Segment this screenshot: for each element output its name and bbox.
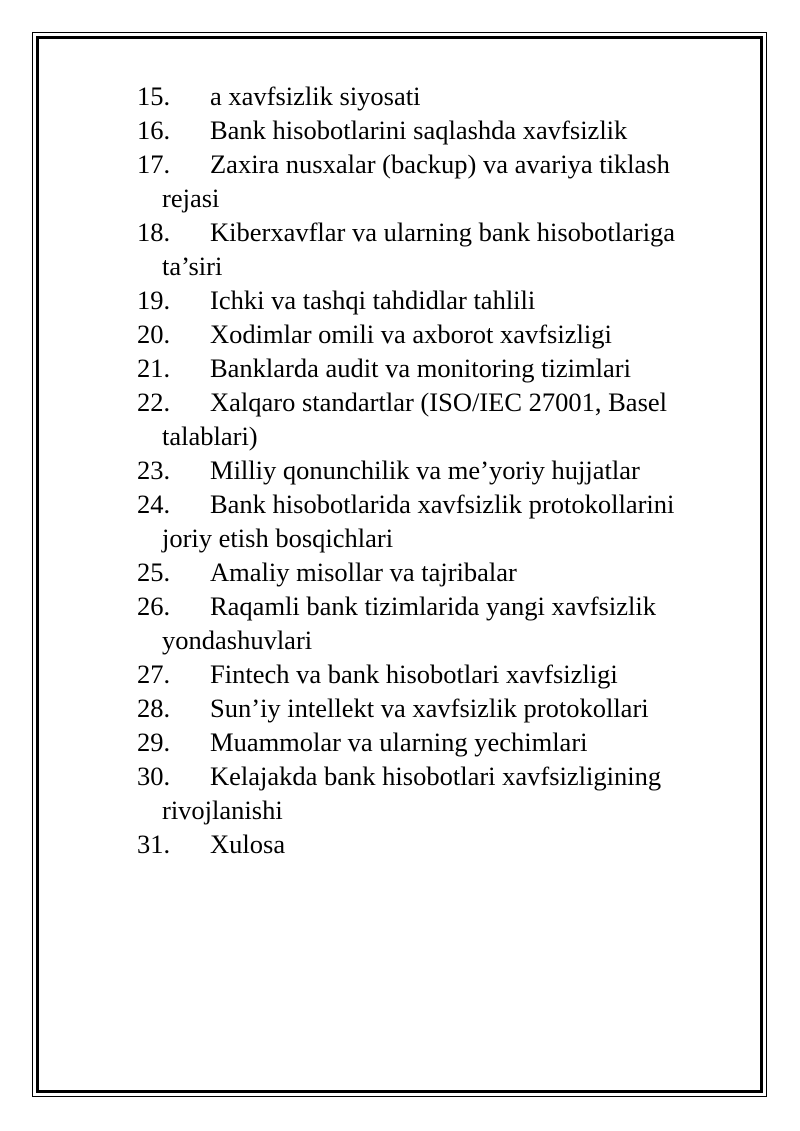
toc-item-title: Muammolar va ularning yechimlari	[210, 727, 588, 757]
toc-item-line	[137, 351, 737, 385]
toc-item-title-continuation: talablari)	[162, 421, 258, 451]
toc-item-title: Kiberxavflar va ularning bank hisobotlariga	[210, 217, 676, 247]
toc-item-line	[137, 657, 737, 691]
toc-item-title: Xalqaro standartlar (ISO/IEC 27001, Basel	[210, 387, 668, 417]
toc-item-title-continuation: rejasi	[162, 183, 220, 213]
toc-item	[137, 555, 737, 589]
toc-item-number: 22.	[137, 387, 171, 417]
toc-item-number: 25.	[137, 557, 171, 587]
toc-item-number: 26.	[137, 591, 171, 621]
toc-item	[137, 113, 737, 147]
toc-item-number: 15.	[137, 81, 171, 111]
toc-item-number: 21.	[137, 353, 171, 383]
toc-item-line	[137, 317, 737, 351]
toc-item-title: Sun’iy intellekt va xavfsizlik protokollari	[210, 693, 649, 723]
toc-item	[137, 453, 737, 487]
toc-item	[137, 657, 737, 691]
toc-item-title: Banklarda audit va monitoring tizimlari	[210, 353, 631, 383]
toc-item-line	[137, 555, 737, 589]
toc-item	[137, 725, 737, 759]
toc-item-title: Zaxira nusxalar (backup) va avariya tiklash	[210, 149, 670, 179]
table-of-contents	[137, 79, 737, 861]
toc-item	[137, 589, 737, 657]
toc-item-line	[137, 385, 737, 419]
toc-item	[137, 691, 737, 725]
toc-item-title: Xulosa	[210, 829, 286, 859]
toc-item-number: 19.	[137, 285, 171, 315]
toc-item	[137, 215, 737, 283]
toc-item-title-continuation: joriy etish bosqichlari	[162, 523, 394, 553]
toc-item-title-continuation: ta’siri	[162, 251, 223, 281]
toc-item-title: Bank hisobotlarini saqlashda xavfsizlik	[210, 115, 628, 145]
toc-item-line	[137, 759, 737, 793]
toc-item	[137, 385, 737, 453]
toc-item-title: Raqamli bank tizimlarida yangi xavfsizlik	[210, 591, 656, 621]
toc-item-title: Amaliy misollar va tajribalar	[210, 557, 517, 587]
toc-item-title: Xodimlar omili va axborot xavfsizligi	[210, 319, 612, 349]
toc-item-number: 27.	[137, 659, 171, 689]
toc-item-title: Kelajakda bank hisobotlari xavfsizligining	[210, 761, 662, 791]
toc-item-number: 20.	[137, 319, 171, 349]
toc-item	[137, 317, 737, 351]
toc-item	[137, 283, 737, 317]
toc-item-number: 30.	[137, 761, 171, 791]
toc-item-line	[137, 691, 737, 725]
toc-item-title: Milliy qonunchilik va me’yoriy hujjatlar	[210, 455, 640, 485]
toc-item-number: 17.	[137, 149, 171, 179]
toc-item-line	[137, 113, 737, 147]
toc-item-line	[137, 79, 737, 113]
toc-item-line	[137, 215, 737, 249]
toc-item	[137, 487, 737, 555]
toc-item-title: a xavfsizlik siyosati	[210, 81, 421, 111]
toc-item-line	[137, 147, 737, 181]
toc-item-title-continuation: yondashuvlari	[162, 625, 313, 655]
toc-item-title: Ichki va tashqi tahdidlar tahlili	[210, 285, 536, 315]
toc-item-number: 23.	[137, 455, 171, 485]
toc-item-line	[137, 283, 737, 317]
toc-item-title: Bank hisobotlarida xavfsizlik protokollarini	[210, 489, 675, 519]
toc-item-line	[137, 725, 737, 759]
toc-item-title: Fintech va bank hisobotlari xavfsizligi	[210, 659, 618, 689]
toc-item-line	[137, 827, 737, 861]
toc-item	[137, 827, 737, 861]
toc-item-number: 29.	[137, 727, 171, 757]
toc-item-number: 16.	[137, 115, 171, 145]
toc-item	[137, 147, 737, 215]
toc-item-number: 18.	[137, 217, 171, 247]
toc-item-number: 28.	[137, 693, 171, 723]
toc-item-line	[137, 487, 737, 521]
toc-item-line	[137, 589, 737, 623]
toc-item	[137, 351, 737, 385]
toc-item-line	[137, 453, 737, 487]
toc-item-number: 24.	[137, 489, 171, 519]
toc-item	[137, 79, 737, 113]
toc-item	[137, 759, 737, 827]
toc-item-title-continuation: rivojlanishi	[162, 795, 283, 825]
toc-item-number: 31.	[137, 829, 171, 859]
